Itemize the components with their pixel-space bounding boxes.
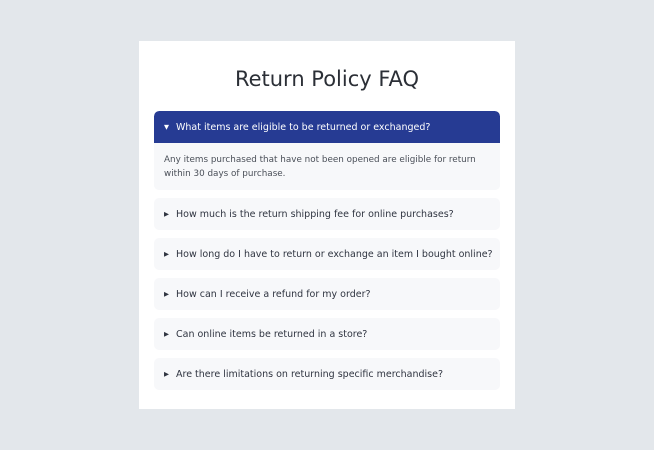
caret-right-icon: ▶: [164, 210, 169, 218]
faq-question-refund[interactable]: [154, 278, 500, 310]
faq-question-in-store-returns[interactable]: [154, 318, 500, 350]
page-title: Return Policy FAQ: [234, 67, 420, 91]
faq-card: [139, 41, 515, 409]
faq-item: [154, 318, 500, 350]
faq-item: [154, 278, 500, 310]
faq-answer: Any items purchased that have not been opened are eligible for return within 30 days of purchase.: [154, 143, 500, 190]
faq-question-label: How can I receive a refund for my order?: [176, 288, 371, 300]
faq-question-label: How long do I have to return or exchange an item I bought online?: [176, 248, 493, 260]
faq-accordion: [154, 111, 500, 398]
caret-down-icon: ▼: [164, 123, 169, 131]
faq-item: [154, 358, 500, 390]
faq-question-label: Are there limitations on returning specific merchandise?: [176, 368, 444, 380]
faq-item: [154, 111, 500, 190]
faq-item: [154, 198, 500, 230]
caret-right-icon: ▶: [164, 370, 169, 378]
faq-item: [154, 238, 500, 270]
faq-question-return-window[interactable]: [154, 238, 500, 270]
faq-question-label: What items are eligible to be returned or exchanged?: [176, 121, 431, 133]
faq-question-label: Can online items be returned in a store?: [176, 328, 368, 340]
faq-question-eligible-items[interactable]: [154, 111, 500, 143]
faq-question-shipping-fee[interactable]: [154, 198, 500, 230]
caret-right-icon: ▶: [164, 290, 169, 298]
caret-right-icon: ▶: [164, 330, 169, 338]
faq-question-limitations[interactable]: [154, 358, 500, 390]
faq-question-label: How much is the return shipping fee for online purchases?: [176, 208, 454, 220]
caret-right-icon: ▶: [164, 250, 169, 258]
